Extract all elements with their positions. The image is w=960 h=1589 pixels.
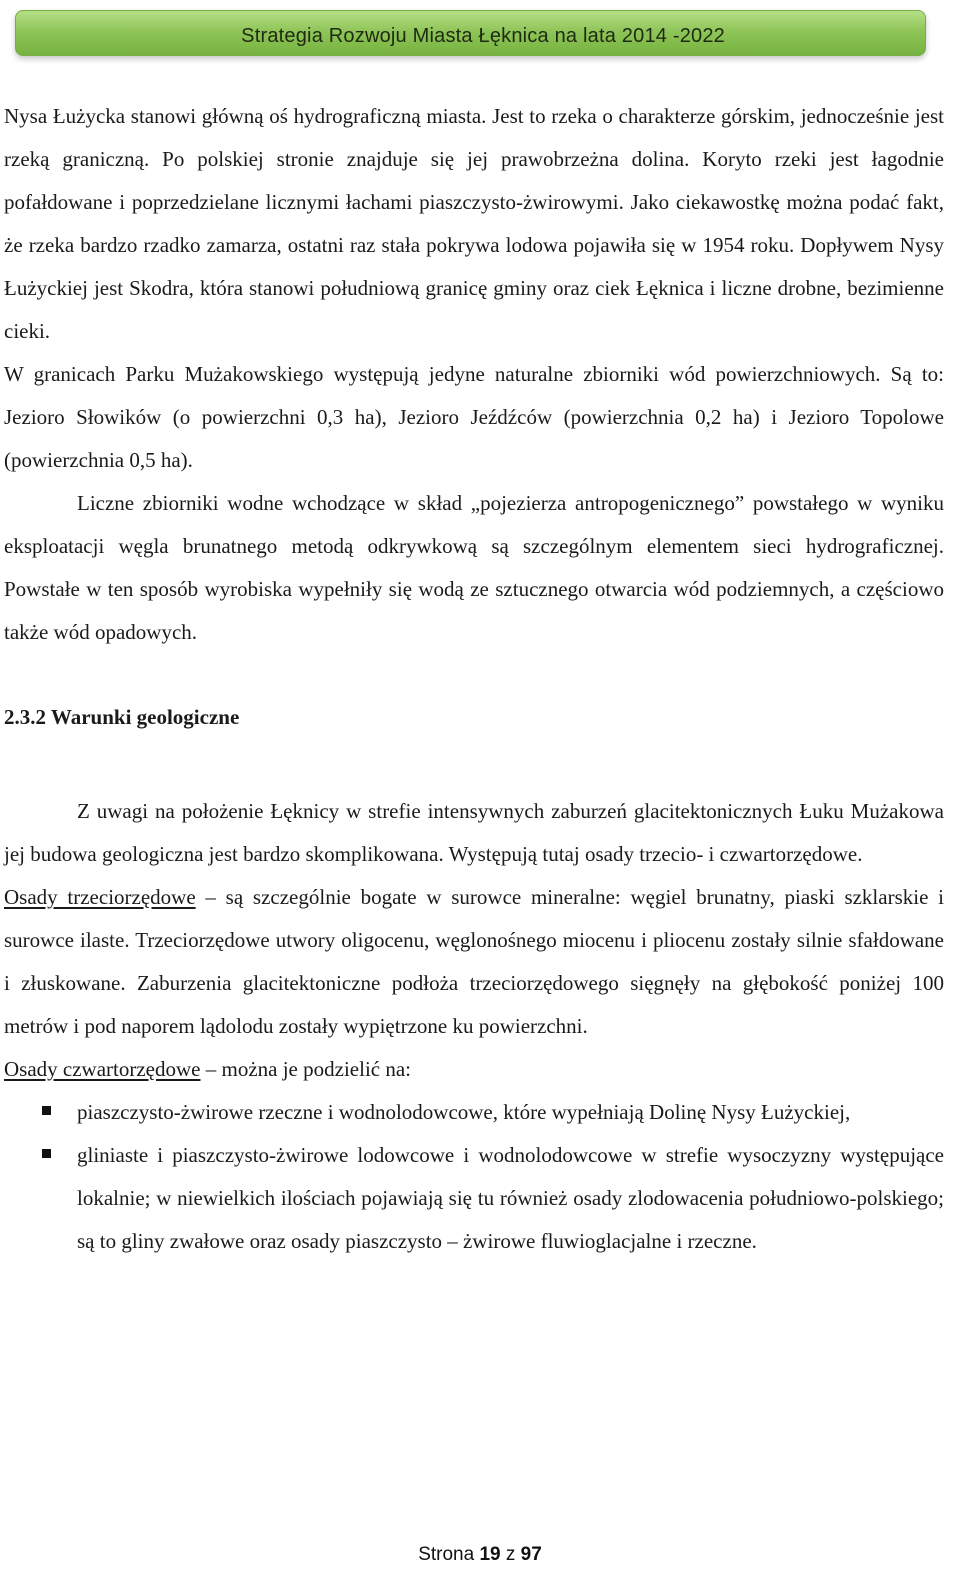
section-heading: 2.3.2 Warunki geologiczne	[4, 705, 240, 729]
tertiary-label: Osady trzeciorzędowe	[4, 885, 196, 909]
header-bar	[15, 10, 926, 56]
document-body	[4, 95, 944, 1263]
tertiary-text: – są szczególnie bogate w surowce mineralne: węgiel brunatny, piaski szklarskie i surowce ilaste. Trzeciorzędowe utwory oligocenu, węglonośnego miocenu i pliocenu zostały silnie sfałdowane i złuskowane. Zaburzenia glacitektoniczne podłoża trzeciorzędowego sięgnęły na głębokość poniżej 100 metrów i pod naporem lądolodu zostały wypiętrzone ku powierzchni.	[4, 885, 944, 1038]
list-item	[4, 1091, 944, 1134]
bullet-list	[4, 1091, 944, 1263]
paragraph-tertiary	[4, 876, 944, 1048]
square-bullet-icon	[42, 1149, 51, 1158]
page-footer	[0, 1544, 960, 1566]
quaternary-text: – można je podzielić na:	[200, 1057, 412, 1081]
list-item-text: gliniaste i piaszczysto-żwirowe lodowcowe i wodnolodowcowe w strefie wysoczyzny występujące lokalnie; w niewielkich ilościach pojawiają się tu również osady zlodowacenia południowo-polskiego; są to gliny zwałowe oraz osady piaszczysto – żwirowe fluwioglacjalne i rzeczne.	[77, 1143, 944, 1253]
page-prefix: Strona	[418, 1544, 480, 1565]
paragraph-quaternary	[4, 1048, 944, 1091]
paragraph-anthropogenic-lakes: Liczne zbiorniki wodne wchodzące w skład „pojezierza antropogenicznego” powstałego w wyniku eksploatacji węgla brunatnego metodą odkrywkową są szczególnym elementem sieci hydrograficznej. Powstałe w ten sposób wyrobiska wypełniły się wodą ze sztucznego otwarcia wód podziemnych, a częściowo także wód opadowych.	[4, 491, 944, 644]
paragraph-geology-intro: Z uwagi na położenie Łęknicy w strefie intensywnych zaburzeń glacitektonicznych Łuku Mużakowa jej budowa geologiczna jest bardzo skomplikowana. Występują tutaj osady trzecio- i czwartorzędowe.	[4, 799, 944, 866]
paragraph-nysa: Nysa Łużycka stanowi główną oś hydrograficzną miasta. Jest to rzeka o charakterze górskim, jednocześnie jest rzeką graniczną. Po polskiej stronie znajduje się jej prawobrzeżna dolina. Koryto rzeki jest łagodnie pofałdowane i poprzedzielane licznymi łachami piaszczysto-żwirowymi. Jako ciekawostkę można podać fakt, że rzeka bardzo rzadko zamarza, ostatni raz stała pokrywa lodowa pojawiła się w 1954 roku. Dopływem Nysy Łużyckiej jest Skodra, która stanowi południową granicę gminy oraz ciek Łęknica i liczne drobne, bezimienne cieki.	[4, 104, 944, 343]
square-bullet-icon	[42, 1106, 51, 1115]
list-item	[4, 1134, 944, 1263]
header-title: Strategia Rozwoju Miasta Łęknica na lata 2014 -2022	[241, 25, 725, 47]
page-total: 97	[520, 1544, 542, 1565]
page-current: 19	[479, 1544, 501, 1565]
paragraph-muzakow-lakes: W granicach Parku Mużakowskiego występują jedyne naturalne zbiorniki wód powierzchniowych. Są to: Jezioro Słowików (o powierzchni 0,3 ha), Jezioro Jeźdźców (powierzchnia 0,2 ha) i Jezioro Topolowe (powierzchnia 0,5 ha).	[4, 362, 944, 472]
quaternary-label: Osady czwartorzędowe	[4, 1057, 201, 1081]
list-item-text: piaszczysto-żwirowe rzeczne i wodnolodowcowe, które wypełniają Dolinę Nysy Łużyckiej,	[77, 1100, 851, 1124]
page-separator: z	[500, 1544, 521, 1565]
